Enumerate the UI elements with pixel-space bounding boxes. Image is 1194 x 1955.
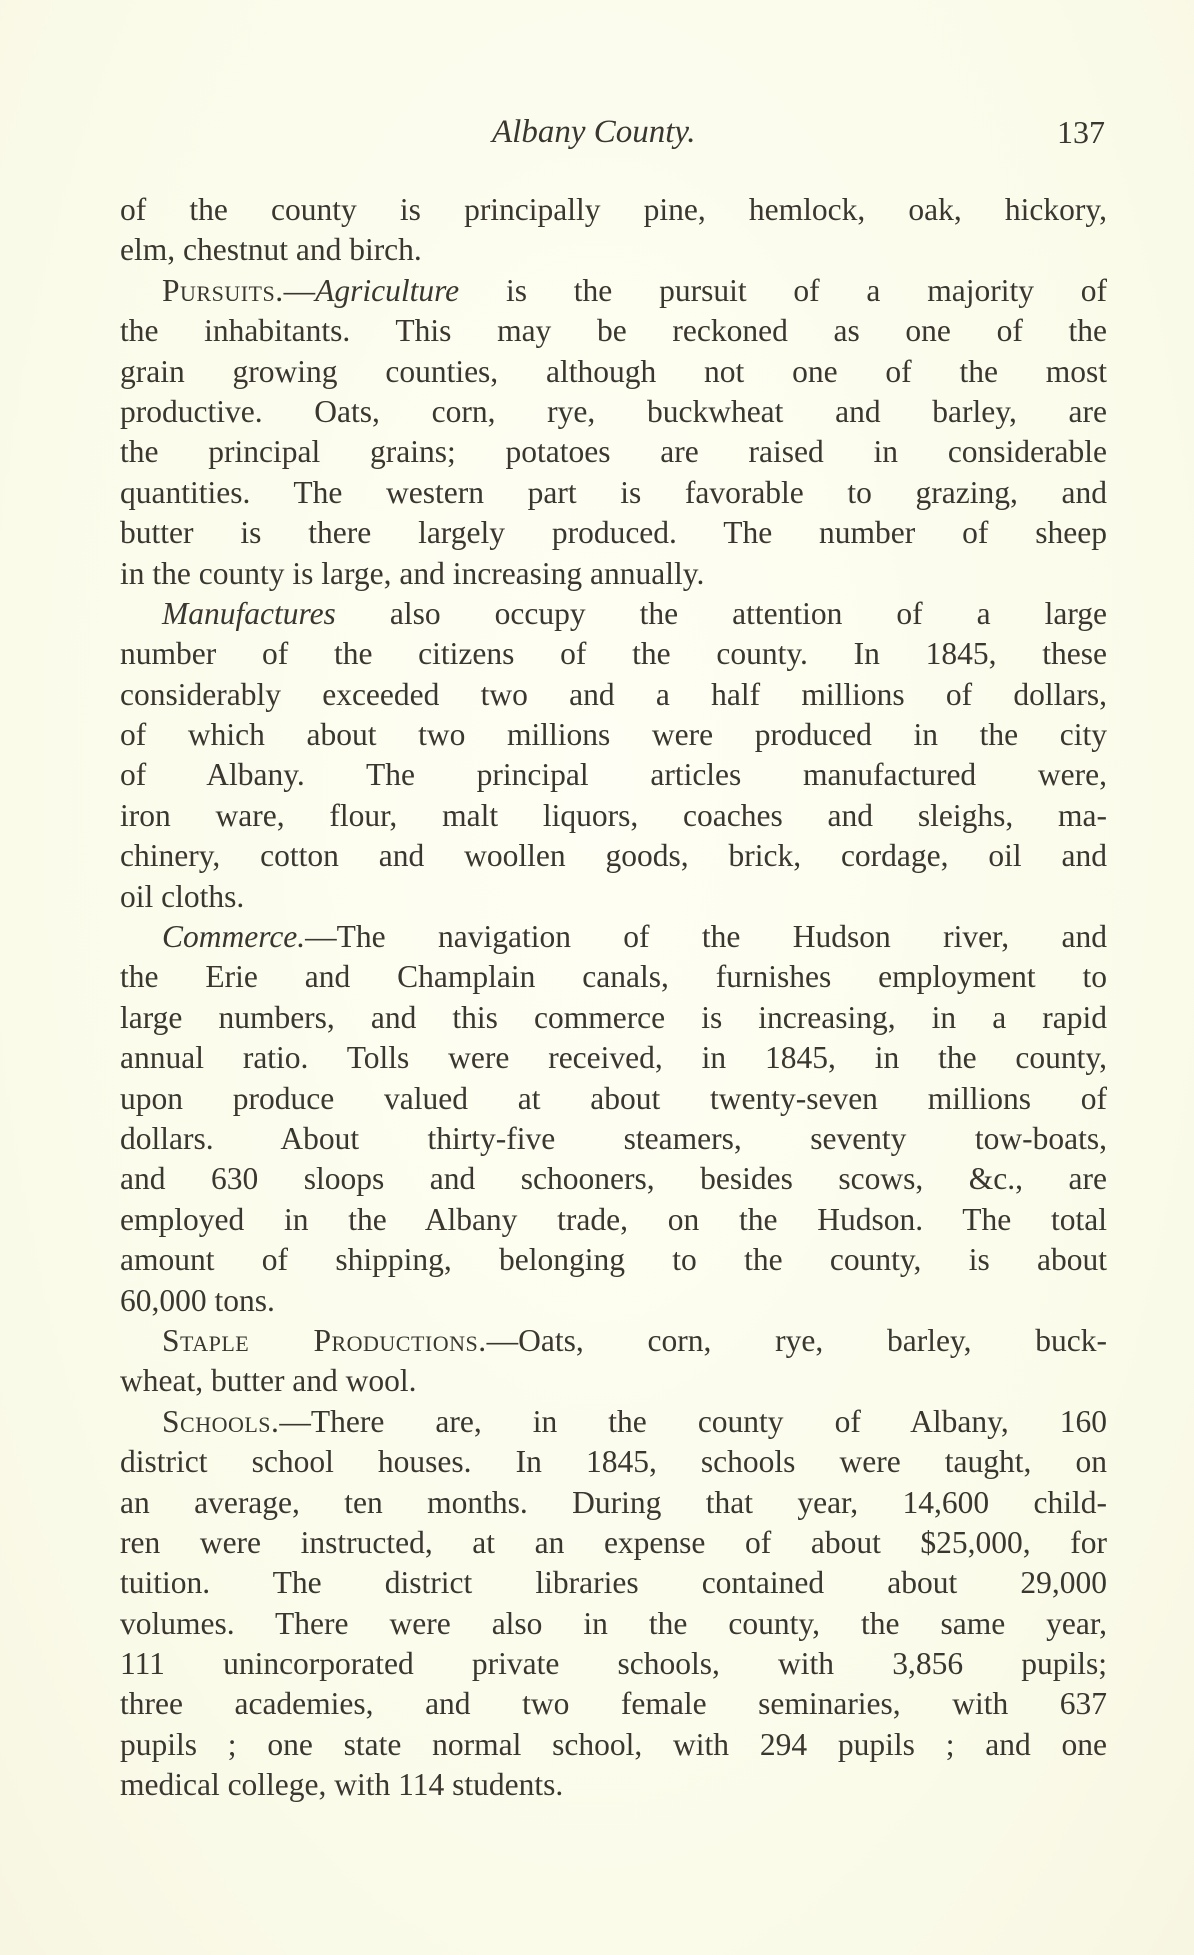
paragraph-schools [120,1402,1107,1806]
text-line: quantities. The western part is favorable to grazing, and [120,474,1107,510]
text-line: amount of shipping, belonging to the county, is about [120,1242,1107,1278]
section-heading-staple-productions: Staple Productions. [162,1322,487,1358]
text-line [120,1402,1107,1442]
text-line: large numbers, and this commerce is increasing, in a rapid [120,999,1107,1035]
text-line: annual ratio. Tolls were received, in 1845, in the county, [120,1040,1107,1076]
emphasis-commerce: Commerce. [162,919,306,955]
text-line [120,1321,1107,1361]
text-line: upon produce valued at about twenty-seven millions of [120,1080,1107,1116]
text-line: ren were instructed, at an expense of about $25,000, for [120,1524,1107,1560]
text-line: the inhabitants. This may be reckoned as one of the [120,313,1107,349]
text-run: There are, in the county of Albany, 160 [310,1403,1107,1439]
emphasis-agriculture: Agriculture [315,272,460,308]
text-line: employed in the Albany trade, on the Hudson. The total [120,1201,1107,1237]
text-run: The navigation of the Hudson river, and [336,919,1107,955]
em-dash: — [305,919,337,955]
text-line: and 630 sloops and schooners, besides scows, &c., are [120,1161,1107,1197]
paragraph-commerce [120,917,1107,1321]
text-line: iron ware, flour, malt liquors, coaches and sleighs, ma- [120,797,1107,833]
text-line: volumes. There were also in the county, the same year, [120,1605,1107,1641]
text-line: an average, ten months. During that year, 14,600 child- [120,1484,1107,1520]
text-run: also occupy the attention of a large [335,595,1107,631]
text-line: the Erie and Champlain canals, furnishes employment to [120,959,1107,995]
text-line: 111 unincorporated private schools, with 3,856 pupils; [120,1646,1107,1682]
text-line: tuition. The district libraries contained about 29,000 [120,1565,1107,1601]
section-heading-pursuits: Pursuits. [162,272,284,308]
text-run: Oats, corn, rye, barley, buck- [518,1322,1107,1358]
text-line: grain growing counties, although not one of the most [120,353,1107,389]
paragraph-staple-productions [120,1321,1107,1402]
text-line: pupils ; one state normal school, with 294 pupils ; and one [120,1726,1107,1762]
text-line: 60,000 tons. [120,1282,275,1318]
text-line: productive. Oats, corn, rye, buckwheat and barley, are [120,393,1107,429]
emphasis-manufactures: Manufactures [162,595,336,631]
text-line: chinery, cotton and woollen goods, brick, cordage, oil and [120,838,1107,874]
text-line: the principal grains; potatoes are raised in considerable [120,434,1107,470]
text-line [120,271,1107,311]
text-line [120,594,1107,634]
text-line: three academies, and two female seminaries, with 637 [120,1686,1107,1722]
running-head [120,112,1107,152]
em-dash: — [486,1322,519,1358]
text-line: wheat, butter and wool. [120,1363,417,1399]
text-line: dollars. About thirty-five steamers, seventy tow-boats, [120,1120,1107,1156]
page-number: 137 [1057,114,1105,150]
text-line: of which about two millions were produced in the city [120,717,1107,753]
text-line: district school houses. In 1845, schools were taught, on [120,1444,1107,1480]
section-heading-schools: Schools. [162,1403,280,1439]
text-line: considerably exceeded two and a half millions of dollars, [120,676,1107,712]
em-dash: — [279,1403,311,1439]
text-line: in the county is large, and increasing annually. [120,555,705,591]
paragraph-continuation [120,190,1107,271]
em-dash: — [283,272,316,308]
text-run: is the pursuit of a majority of [459,272,1107,308]
text-line: of the county is principally pine, hemlock, oak, hickory, [120,192,1107,227]
paragraph-manufactures [120,594,1107,917]
text-line: medical college, with 114 students. [120,1767,564,1803]
text-line: oil cloths. [120,878,245,914]
paragraph-pursuits [120,271,1107,594]
text-line: butter is there largely produced. The number of sheep [120,515,1107,551]
text-line [120,917,1107,957]
text-line: number of the citizens of the county. In 1845, these [120,636,1107,672]
running-title: Albany County. [492,114,696,150]
text-line: elm, chestnut and birch. [120,232,422,268]
text-line: of Albany. The principal articles manufactured were, [120,757,1107,793]
body-text [120,190,1107,1806]
